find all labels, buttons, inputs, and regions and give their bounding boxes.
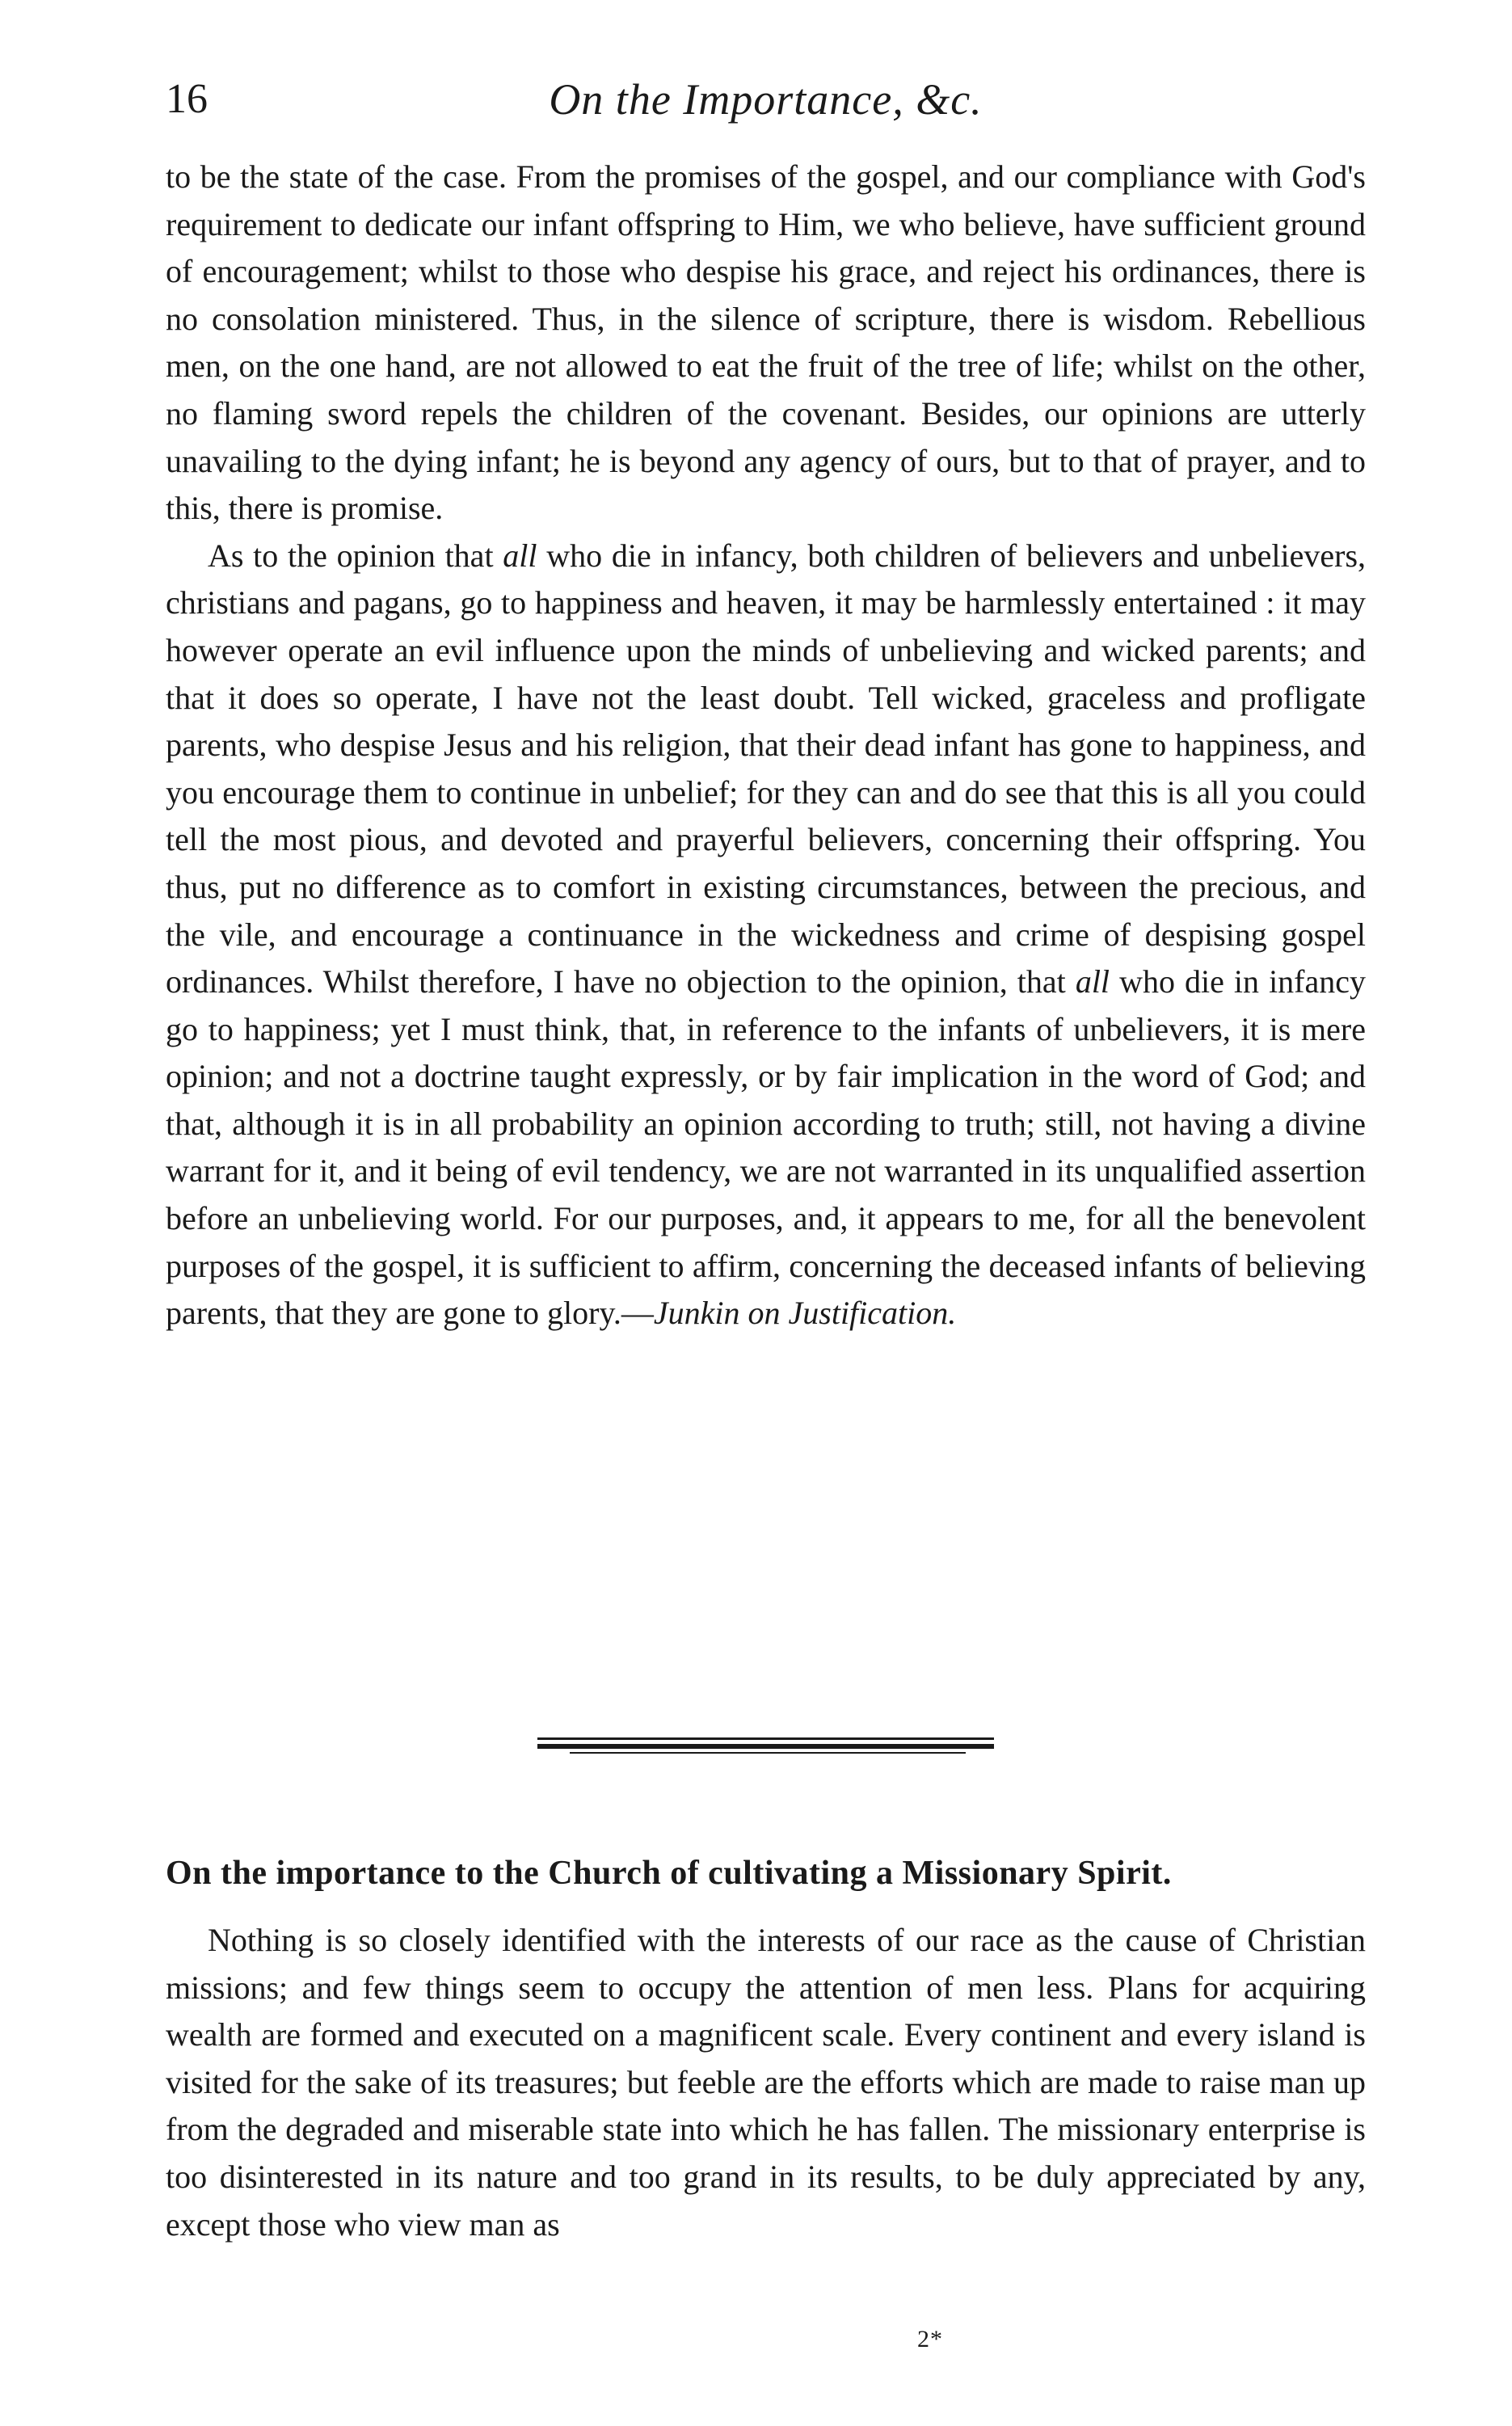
article-missionary [166,1917,1366,2248]
attribution: Junkin on Justification. [653,1295,957,1332]
text-run: who die in infancy go to happiness; yet I must think, that, in reference to the infants of unbelievers, it is mere opinion; and not a doctrine taught expressly, or by fair implication in the word of God; and that, although it is in all probability an opinion according to truth; still, not having a divine warrant for it, and it being of evil tendency, we are not warranted in its unqualified assertion before an unbelieving world. For our purposes, and, it appears to me, for all the benevolent purposes of the gospel, it is sufficient to affirm, concerning the deceased infants of believing parents, that they are gone to glory.— [166,963,1367,1332]
article-paragraph: Nothing is so closely identified with the interests of our race as the cause of Christian missions; and few things seem to occupy the attention of men less. Plans for acquiring wealth are formed and executed on a magnificent scale. Every continent and every island is visited for the sake of its treasures; but feeble are the efforts which are made to raise man up from the degraded and miserable state into which he has fallen. The missionary enterprise is too disinterested in its nature and too grand in its results, to be duly appreciated by any, except those who view man as [166,1922,1366,2243]
article-junkin [166,154,1366,1337]
section-divider [537,1737,994,1757]
running-title: On the Importance, &c. [549,75,983,124]
divider-line [537,1737,994,1740]
emphasis-all: all [503,537,537,574]
divider-line [570,1752,966,1754]
page-number: 16 [166,76,208,122]
section-heading: On the importance to the Church of cultivating a Missionary Spirit. [166,1855,1172,1892]
divider-line [537,1744,994,1749]
text-run: As to the opinion that [208,537,494,574]
signature-mark: 2* [917,2326,943,2352]
text-run: who die in infancy, both children of believers and unbelievers, christians and pagans, go to happiness and heaven, it may be harmlessly entertained : it may however operate an evil influence upon the minds of unbelieving and wicked parents; and that it does so operate, I have not the least doubt. Tell wicked, graceless and profligate parents, who despise Jesus and his religion, that their dead infant has gone to happiness, and you encourage them to continue in unbelief; for they can and do see that this is all you could tell the most pious, and devoted and prayerful believers, concerning their offspring. You thus, put no difference as to comfort in existing circumstances, between the precious, and the vile, and encourage a continuance in the wickedness and crime of despising gospel ordinances. Whilst therefore, I have no objection to the opinion, that [166,537,1367,1000]
running-head [166,71,1366,128]
article-paragraph [166,533,1366,1337]
emphasis-all: all [1075,963,1110,1000]
article-paragraph: to be the state of the case. From the promises of the gospel, and our compliance with God's requirement to dedicate our infant offspring to Him, we who believe, have sufficient ground of encouragement; whilst to those who despise his grace, and reject his ordinances, there is no consolation ministered. Thus, in the silence of scripture, there is wisdom. Rebellious men, on the one hand, are not allowed to eat the fruit of the tree of life; whilst on the other, no flaming sword repels the children of the covenant. Besides, our opinions are utterly unavailing to the dying infant; he is beyond any agency of ours, but to that of prayer, and to this, there is promise. [166,158,1366,527]
